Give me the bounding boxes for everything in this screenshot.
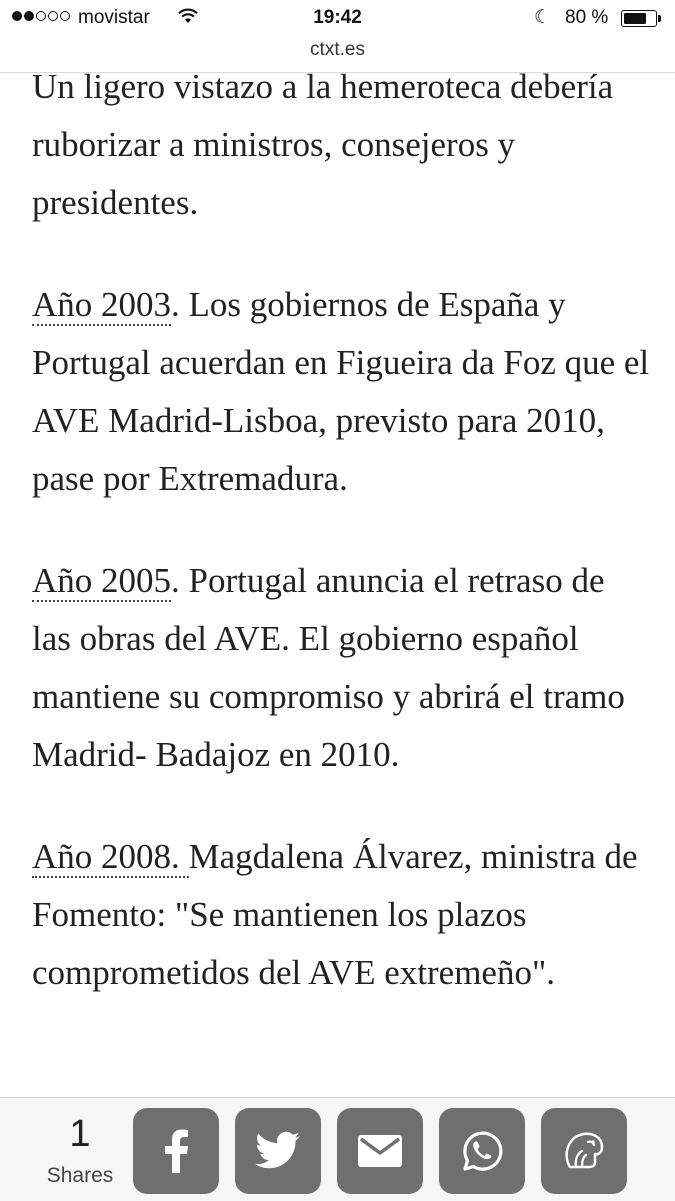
article-paragraph-2005 [32,552,652,784]
whatsapp-icon [459,1128,505,1174]
battery-percentage: 80 % [565,7,609,28]
paragraph-text: . Portugal anuncia el retraso de las obras del AVE. El gobierno español mantiene su compromiso y abrirá el tramo Madrid- Badajoz en 2010. [32,561,625,774]
twitter-share-button[interactable] [235,1108,321,1194]
paragraph-text: Magdalena Álvarez, ministra de Fomento: "Se mantienen los plazos comprometidos del AVE extremeño". [32,837,638,992]
facebook-share-button[interactable] [133,1108,219,1194]
battery-tip [658,15,661,22]
meneame-share-button[interactable] [541,1108,627,1194]
article-body [32,58,652,1046]
year-link-2003[interactable]: Año 2003 [32,285,172,324]
mail-icon [358,1135,402,1167]
year-link-2005[interactable]: Año 2005 [32,561,172,600]
carrier-name: movistar [78,7,150,28]
url-domain: ctxt.es [310,39,365,60]
share-bar [0,1097,675,1201]
twitter-icon [254,1131,302,1171]
whatsapp-share-button[interactable] [439,1108,525,1194]
do-not-disturb-icon: ☾ [534,7,552,28]
year-link-2008[interactable]: Año 2008. [32,837,189,876]
article-paragraph-intro: Un ligero vistazo a la hemeroteca debería ruborizar a ministros, consejeros y presidentes. [32,67,614,222]
battery-icon [621,10,657,27]
share-label: Shares [46,1164,114,1187]
article-paragraph-2003 [32,276,652,508]
facebook-icon [156,1127,196,1175]
status-bar [0,0,675,40]
meneame-icon [560,1127,608,1175]
article-paragraph-2008 [32,828,652,1002]
paragraph-text: . Los gobiernos de España y Portugal acuerdan en Figueira da Foz que el AVE Madrid-Lisboa, previsto para 2010, pase por Extremadura. [32,285,650,498]
clock: 19:42 [313,7,362,28]
share-counter [40,1112,120,1188]
share-count: 1 [69,1113,91,1155]
email-share-button[interactable] [337,1108,423,1194]
